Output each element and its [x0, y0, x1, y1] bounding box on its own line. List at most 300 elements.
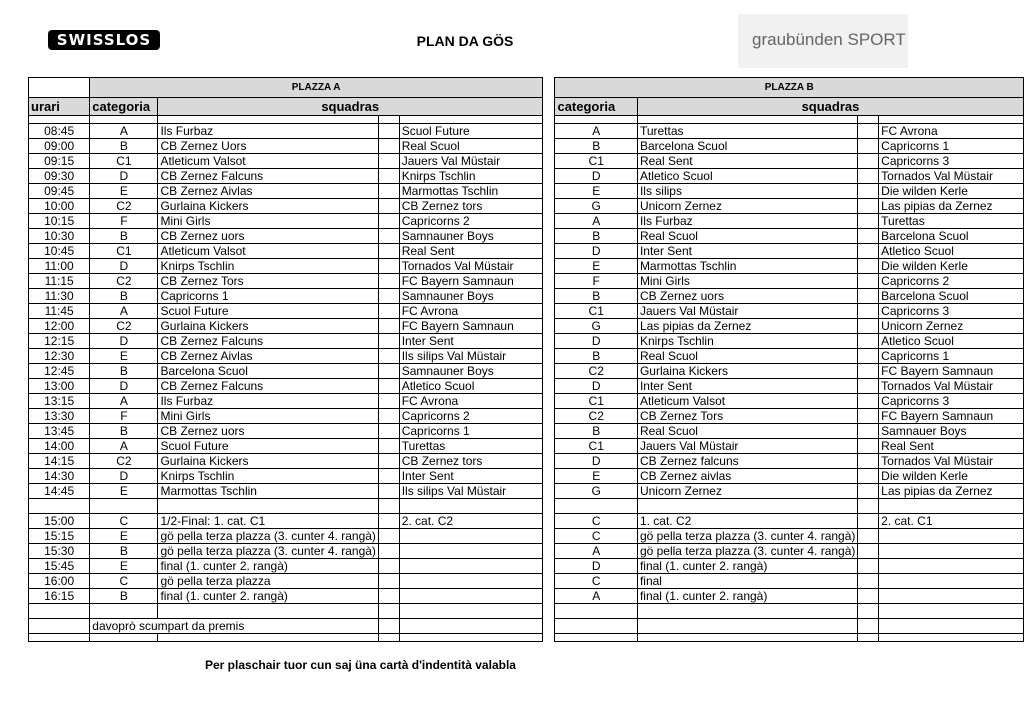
plazza-a-categoria-cell: F	[90, 409, 158, 424]
gap-cell	[542, 199, 555, 214]
plazza-a-team-2-cell: Marmottas Tschlin	[399, 184, 542, 199]
plazza-b-team-2-cell: Atletico Scuol	[879, 244, 1024, 259]
plazza-a-categoria-cell: B	[90, 229, 158, 244]
plazza-b-team-2-cell: Die wilden Kerle	[879, 184, 1024, 199]
blank-cell	[637, 634, 857, 642]
plazza-b-categoria-cell: D	[555, 334, 637, 349]
plazza-b-team-2-cell: FC Bayern Samnaun	[879, 409, 1024, 424]
match-row	[29, 244, 1024, 259]
time-cell: 10:45	[29, 244, 90, 259]
blank-cell	[858, 244, 879, 259]
blank-cell	[378, 244, 399, 259]
time-cell: 09:45	[29, 184, 90, 199]
match-row	[29, 229, 1024, 244]
plazza-b-team-2-cell: Die wilden Kerle	[879, 259, 1024, 274]
plazza-a-team-2-cell	[399, 529, 542, 544]
gap-cell	[542, 289, 555, 304]
plazza-b-team-1-cell: final	[637, 574, 857, 589]
gap-cell	[542, 439, 555, 454]
plazza-b-team-2-cell: Samnauer Boys	[879, 424, 1024, 439]
blank-cell	[858, 319, 879, 334]
match-row	[29, 379, 1024, 394]
plazza-a-team-2-cell: FC Avrona	[399, 394, 542, 409]
blank-cell	[858, 529, 879, 544]
plazza-b-team-2-cell: FC Avrona	[879, 124, 1024, 139]
blank-cell	[879, 116, 1024, 124]
plazza-b-team-2-cell: Unicorn Zernez	[879, 319, 1024, 334]
gap-cell	[542, 499, 555, 514]
plazza-a-team-1-cell: 1/2-Final: 1. cat. C1	[158, 514, 378, 529]
blank-cell	[29, 78, 90, 98]
blank-cell	[378, 334, 399, 349]
gap-cell	[542, 364, 555, 379]
plazza-b-team-1-cell: Atleticum Valsot	[637, 394, 857, 409]
gap-cell	[542, 259, 555, 274]
plazza-b-categoria-cell: A	[555, 124, 637, 139]
blank-cell	[858, 334, 879, 349]
spacer-row	[29, 116, 1024, 124]
gap-cell	[542, 379, 555, 394]
plazza-a-team-1-cell: final (1. cunter 2. rangà)	[158, 559, 378, 574]
blank-cell	[858, 499, 879, 514]
plazza-b-team-1-cell: Ils silips	[637, 184, 857, 199]
plazza-a-team-1-cell: CB Zernez Falcuns	[158, 169, 378, 184]
blank-cell	[399, 634, 542, 642]
plazza-b-team-1-cell: Mini Girls	[637, 274, 857, 289]
gap-cell	[542, 98, 555, 116]
plazza-a-team-1-cell: CB Zernez Uors	[158, 139, 378, 154]
column-header-row	[29, 98, 1024, 116]
blank-cell	[378, 529, 399, 544]
plazza-a-categoria-cell: C2	[90, 454, 158, 469]
blank-cell	[378, 124, 399, 139]
blank-cell	[378, 154, 399, 169]
time-cell: 09:30	[29, 169, 90, 184]
gap-cell	[542, 424, 555, 439]
plazza-a-team-2-cell: Turettas	[399, 439, 542, 454]
plazza-a-team-1-cell: CB Zernez uors	[158, 424, 378, 439]
plazza-b-team-1-cell: Ils Furbaz	[637, 214, 857, 229]
plazza-a-team-2-cell	[399, 559, 542, 574]
plazza-b-categoria-cell: D	[555, 454, 637, 469]
plazza-a-team-2-cell: Real Sent	[399, 244, 542, 259]
gap-cell	[542, 604, 555, 619]
time-cell: 15:45	[29, 559, 90, 574]
match-row	[29, 439, 1024, 454]
closing-note-cell: davoprò scumpart da premis	[90, 619, 379, 634]
plazza-b-categoria-cell: D	[555, 559, 637, 574]
plazza-b-categoria-cell: B	[555, 349, 637, 364]
plazza-b-team-2-cell: Die wilden Kerle	[879, 469, 1024, 484]
plazza-a-team-2-cell: Real Scuol	[399, 139, 542, 154]
match-row	[29, 214, 1024, 229]
plazza-b-categoria-cell: E	[555, 184, 637, 199]
time-cell: 15:00	[29, 514, 90, 529]
blank-cell	[378, 559, 399, 574]
match-row	[29, 484, 1024, 499]
plazza-a-team-2-cell: FC Bayern Samnaun	[399, 274, 542, 289]
plazza-a-team-1-cell: Ils Furbaz	[158, 394, 378, 409]
gap-cell	[542, 124, 555, 139]
categoria-b-header: categoria	[555, 98, 637, 116]
blank-cell	[378, 289, 399, 304]
blank-cell	[555, 604, 637, 619]
blank-cell	[879, 499, 1024, 514]
plazza-b-categoria-cell: A	[555, 544, 637, 559]
plazza-a-team-1-cell: Atleticum Valsot	[158, 244, 378, 259]
plazza-b-team-2-cell: Las pipias da Zernez	[879, 484, 1024, 499]
final-row	[29, 574, 1024, 589]
plazza-b-team-1-cell: Barcelona Scuol	[637, 139, 857, 154]
plazza-a-team-1-cell: Ils Furbaz	[158, 124, 378, 139]
match-row	[29, 319, 1024, 334]
blank-cell	[858, 349, 879, 364]
plazza-b-team-2-cell: Atletico Scuol	[879, 334, 1024, 349]
plazza-a-team-1-cell: final (1. cunter 2. rangà)	[158, 589, 378, 604]
spacer-row	[29, 604, 1024, 619]
plazza-a-categoria-cell: A	[90, 394, 158, 409]
plazza-b-team-1-cell: Gurlaina Kickers	[637, 364, 857, 379]
match-row	[29, 124, 1024, 139]
blank-cell	[29, 604, 90, 619]
plazza-b-team-1-cell: CB Zernez uors	[637, 289, 857, 304]
plazza-a-categoria-cell: B	[90, 364, 158, 379]
blank-cell	[858, 439, 879, 454]
blank-cell	[858, 559, 879, 574]
blank-cell	[378, 454, 399, 469]
time-cell: 12:30	[29, 349, 90, 364]
time-cell: 10:15	[29, 214, 90, 229]
gap-cell	[542, 469, 555, 484]
plazza-a-team-1-cell: CB Zernez uors	[158, 229, 378, 244]
blank-cell	[858, 484, 879, 499]
plazza-b-categoria-cell: B	[555, 139, 637, 154]
match-row	[29, 154, 1024, 169]
plazza-b-categoria-cell: B	[555, 424, 637, 439]
spacer-row	[29, 634, 1024, 642]
plazza-a-categoria-cell: D	[90, 169, 158, 184]
time-cell: 12:45	[29, 364, 90, 379]
plazza-b-team-1-cell: Las pipias da Zernez	[637, 319, 857, 334]
blank-cell	[378, 604, 399, 619]
plazza-a-team-1-cell: Capricorns 1	[158, 289, 378, 304]
blank-cell	[378, 499, 399, 514]
plazza-b-team-2-cell: Barcelona Scuol	[879, 229, 1024, 244]
blank-cell	[858, 289, 879, 304]
plazza-b-categoria-cell: C	[555, 574, 637, 589]
blank-cell	[637, 619, 857, 634]
gap-cell	[542, 349, 555, 364]
gap-cell	[542, 484, 555, 499]
plazza-a-team-1-cell: gö pella terza plazza	[158, 574, 378, 589]
blank-cell	[399, 619, 542, 634]
blank-cell	[858, 604, 879, 619]
plazza-b-categoria-cell: C	[555, 529, 637, 544]
plazza-a-categoria-cell: A	[90, 124, 158, 139]
plazza-a-team-2-cell	[399, 544, 542, 559]
plazza-b-team-1-cell: Atletico Scuol	[637, 169, 857, 184]
blank-cell	[858, 619, 879, 634]
time-cell: 11:15	[29, 274, 90, 289]
plazza-a-team-2-cell: CB Zernez tors	[399, 454, 542, 469]
gap-cell	[542, 394, 555, 409]
blank-cell	[555, 619, 637, 634]
plazza-b-team-2-cell: Capricorns 1	[879, 139, 1024, 154]
gap-cell	[542, 334, 555, 349]
blank-cell	[378, 139, 399, 154]
plazza-a-categoria-cell: B	[90, 544, 158, 559]
plazza-a-team-1-cell: CB Zernez Tors	[158, 274, 378, 289]
gap-cell	[542, 304, 555, 319]
plazza-b-categoria-cell: E	[555, 259, 637, 274]
time-cell: 09:00	[29, 139, 90, 154]
graubuenden-sport-logo-text: graubünden SPORT	[752, 30, 906, 49]
time-cell: 14:30	[29, 469, 90, 484]
plazza-b-categoria-cell: C2	[555, 364, 637, 379]
plazza-a-categoria-cell: B	[90, 424, 158, 439]
plazza-a-team-2-cell: Capricorns 1	[399, 424, 542, 439]
plazza-a-team-2-cell	[399, 589, 542, 604]
plazza-a-categoria-cell: C1	[90, 244, 158, 259]
plazza-b-categoria-cell: C1	[555, 304, 637, 319]
plazza-b-categoria-cell: C	[555, 514, 637, 529]
plazza-b-categoria-cell: D	[555, 169, 637, 184]
plazza-b-team-2-cell	[879, 574, 1024, 589]
gap-cell	[542, 116, 555, 124]
plazza-b-team-1-cell: final (1. cunter 2. rangà)	[637, 589, 857, 604]
gap-cell	[542, 409, 555, 424]
blank-cell	[378, 229, 399, 244]
blank-cell	[378, 379, 399, 394]
time-cell: 13:00	[29, 379, 90, 394]
gap-cell	[542, 454, 555, 469]
plazza-a-team-1-cell: Knirps Tschlin	[158, 259, 378, 274]
plazza-a-team-1-cell: Scuol Future	[158, 304, 378, 319]
time-cell: 11:00	[29, 259, 90, 274]
plazza-a-categoria-cell: E	[90, 559, 158, 574]
plazza-a-team-2-cell	[399, 574, 542, 589]
plazza-a-team-2-cell: Capricorns 2	[399, 409, 542, 424]
blank-cell	[378, 214, 399, 229]
plazza-a-team-1-cell: CB Zernez Falcuns	[158, 334, 378, 349]
blank-cell	[378, 199, 399, 214]
plazza-a-team-2-cell: Ils silips Val Müstair	[399, 349, 542, 364]
plazza-b-categoria-cell: C2	[555, 409, 637, 424]
time-cell: 14:15	[29, 454, 90, 469]
plazza-a-categoria-cell: C1	[90, 154, 158, 169]
blank-cell	[555, 116, 637, 124]
gap-cell	[542, 634, 555, 642]
plazza-b-team-1-cell: Inter Sent	[637, 244, 857, 259]
gap-cell	[542, 184, 555, 199]
final-row	[29, 529, 1024, 544]
plazza-a-team-1-cell: Gurlaina Kickers	[158, 199, 378, 214]
blank-cell	[858, 139, 879, 154]
gap-cell	[542, 574, 555, 589]
blank-cell	[858, 124, 879, 139]
plazza-a-team-1-cell: Marmottas Tschlin	[158, 484, 378, 499]
plazza-b-team-2-cell: FC Bayern Samnaun	[879, 364, 1024, 379]
plazza-b-team-2-cell: Turettas	[879, 214, 1024, 229]
blank-cell	[879, 619, 1024, 634]
squadras-a-header: squadras	[158, 98, 543, 116]
blank-cell	[378, 116, 399, 124]
plazza-a-team-1-cell: Gurlaina Kickers	[158, 319, 378, 334]
blank-cell	[858, 169, 879, 184]
plazza-b-team-1-cell: Real Sent	[637, 154, 857, 169]
blank-cell	[378, 349, 399, 364]
plazza-b-team-2-cell: Capricorns 2	[879, 274, 1024, 289]
plazza-b-team-1-cell: Turettas	[637, 124, 857, 139]
blank-cell	[858, 379, 879, 394]
blank-cell	[858, 454, 879, 469]
plazza-b-categoria-cell: C1	[555, 154, 637, 169]
plazza-a-team-2-cell: Capricorns 2	[399, 214, 542, 229]
plazza-a-categoria-cell: B	[90, 139, 158, 154]
plazza-a-categoria-cell: E	[90, 484, 158, 499]
plazza-a-team-2-cell: Jauers Val Müstair	[399, 154, 542, 169]
plazza-a-categoria-cell: E	[90, 529, 158, 544]
plazza-a-categoria-cell: F	[90, 214, 158, 229]
plazza-b-team-1-cell: gö pella terza plazza (3. cunter 4. rangà)	[637, 529, 857, 544]
spacer-row	[29, 499, 1024, 514]
plazza-b-header: PLAZZA B	[555, 78, 1024, 98]
gap-cell	[542, 529, 555, 544]
blank-cell	[858, 199, 879, 214]
match-row	[29, 394, 1024, 409]
plazza-b-team-1-cell: CB Zernez falcuns	[637, 454, 857, 469]
blank-cell	[399, 116, 542, 124]
blank-cell	[555, 634, 637, 642]
plazza-a-team-1-cell: Mini Girls	[158, 409, 378, 424]
blank-cell	[378, 424, 399, 439]
plazza-b-categoria-cell: F	[555, 274, 637, 289]
plazza-b-team-2-cell: Real Sent	[879, 439, 1024, 454]
time-cell: 16:00	[29, 574, 90, 589]
plazza-a-team-2-cell: Tornados Val Müstair	[399, 259, 542, 274]
plazza-a-team-1-cell: gö pella terza plazza (3. cunter 4. rangà)	[158, 544, 378, 559]
footer-note: Per plaschair tuor cun saj üna cartà d'indentità valabla	[205, 658, 516, 672]
match-row	[29, 199, 1024, 214]
blank-cell	[879, 634, 1024, 642]
time-cell: 11:45	[29, 304, 90, 319]
urari-header: urari	[29, 98, 90, 116]
blank-cell	[378, 394, 399, 409]
plazza-b-team-1-cell: Marmottas Tschlin	[637, 259, 857, 274]
blank-cell	[858, 424, 879, 439]
plazza-a-categoria-cell: B	[90, 589, 158, 604]
blank-cell	[158, 634, 378, 642]
plazza-b-team-2-cell: Capricorns 3	[879, 304, 1024, 319]
blank-cell	[29, 499, 90, 514]
plazza-b-team-1-cell: 1. cat. C2	[637, 514, 857, 529]
plazza-a-team-1-cell: Barcelona Scuol	[158, 364, 378, 379]
plazza-a-team-1-cell: Mini Girls	[158, 214, 378, 229]
blank-cell	[378, 589, 399, 604]
blank-cell	[378, 274, 399, 289]
blank-cell	[858, 259, 879, 274]
blank-cell	[29, 634, 90, 642]
plazza-a-header: PLAZZA A	[90, 78, 543, 98]
time-cell: 14:00	[29, 439, 90, 454]
plazza-row	[29, 78, 1024, 98]
plazza-a-team-2-cell: 2. cat. C2	[399, 514, 542, 529]
schedule-table	[28, 77, 1024, 642]
blank-cell	[879, 604, 1024, 619]
plazza-a-team-1-cell: Atleticum Valsot	[158, 154, 378, 169]
blank-cell	[858, 409, 879, 424]
blank-cell	[858, 514, 879, 529]
match-row	[29, 184, 1024, 199]
plazza-b-team-2-cell: Tornados Val Müstair	[879, 454, 1024, 469]
plazza-a-categoria-cell: A	[90, 439, 158, 454]
graubuenden-sport-logo	[738, 14, 908, 68]
gap-cell	[542, 78, 555, 98]
plazza-a-team-2-cell: Atletico Scuol	[399, 379, 542, 394]
plazza-b-categoria-cell: C1	[555, 439, 637, 454]
page-title: PLAN DA GÖS	[416, 33, 514, 49]
plazza-a-team-2-cell: Knirps Tschlin	[399, 169, 542, 184]
time-cell: 15:30	[29, 544, 90, 559]
blank-cell	[158, 604, 378, 619]
blank-cell	[378, 619, 399, 634]
match-row	[29, 304, 1024, 319]
blank-cell	[378, 304, 399, 319]
plazza-a-team-2-cell: Ils silips Val Müstair	[399, 484, 542, 499]
final-row	[29, 559, 1024, 574]
blank-cell	[858, 364, 879, 379]
plazza-b-team-1-cell: Jauers Val Müstair	[637, 439, 857, 454]
final-row	[29, 544, 1024, 559]
time-cell: 14:45	[29, 484, 90, 499]
blank-cell	[378, 259, 399, 274]
gap-cell	[542, 139, 555, 154]
plazza-b-team-2-cell: Las pipias da Zernez	[879, 199, 1024, 214]
plazza-b-team-2-cell	[879, 559, 1024, 574]
gap-cell	[542, 559, 555, 574]
plazza-b-categoria-cell: G	[555, 484, 637, 499]
blank-cell	[378, 544, 399, 559]
gap-cell	[542, 619, 555, 634]
plazza-a-team-2-cell: Inter Sent	[399, 469, 542, 484]
plazza-a-categoria-cell: C	[90, 574, 158, 589]
plazza-a-categoria-cell: D	[90, 469, 158, 484]
blank-cell	[637, 116, 857, 124]
plazza-b-categoria-cell: B	[555, 289, 637, 304]
plazza-b-categoria-cell: D	[555, 379, 637, 394]
plazza-a-team-1-cell: CB Zernez Aivlas	[158, 349, 378, 364]
plazza-b-team-2-cell: Tornados Val Müstair	[879, 379, 1024, 394]
blank-cell	[29, 619, 90, 634]
plazza-a-team-2-cell: Scuol Future	[399, 124, 542, 139]
gap-cell	[542, 214, 555, 229]
plazza-b-team-1-cell: Unicorn Zernez	[637, 199, 857, 214]
plazza-a-team-1-cell: CB Zernez Aivlas	[158, 184, 378, 199]
blank-cell	[858, 214, 879, 229]
blank-cell	[378, 169, 399, 184]
match-row	[29, 454, 1024, 469]
plazza-a-categoria-cell: D	[90, 379, 158, 394]
blank-cell	[399, 604, 542, 619]
plazza-a-categoria-cell: D	[90, 259, 158, 274]
plazza-b-team-1-cell: Jauers Val Müstair	[637, 304, 857, 319]
match-row	[29, 139, 1024, 154]
plazza-b-categoria-cell: G	[555, 319, 637, 334]
plazza-b-team-2-cell: 2. cat. C1	[879, 514, 1024, 529]
time-cell: 16:15	[29, 589, 90, 604]
blank-cell	[378, 409, 399, 424]
plazza-a-team-2-cell: FC Avrona	[399, 304, 542, 319]
